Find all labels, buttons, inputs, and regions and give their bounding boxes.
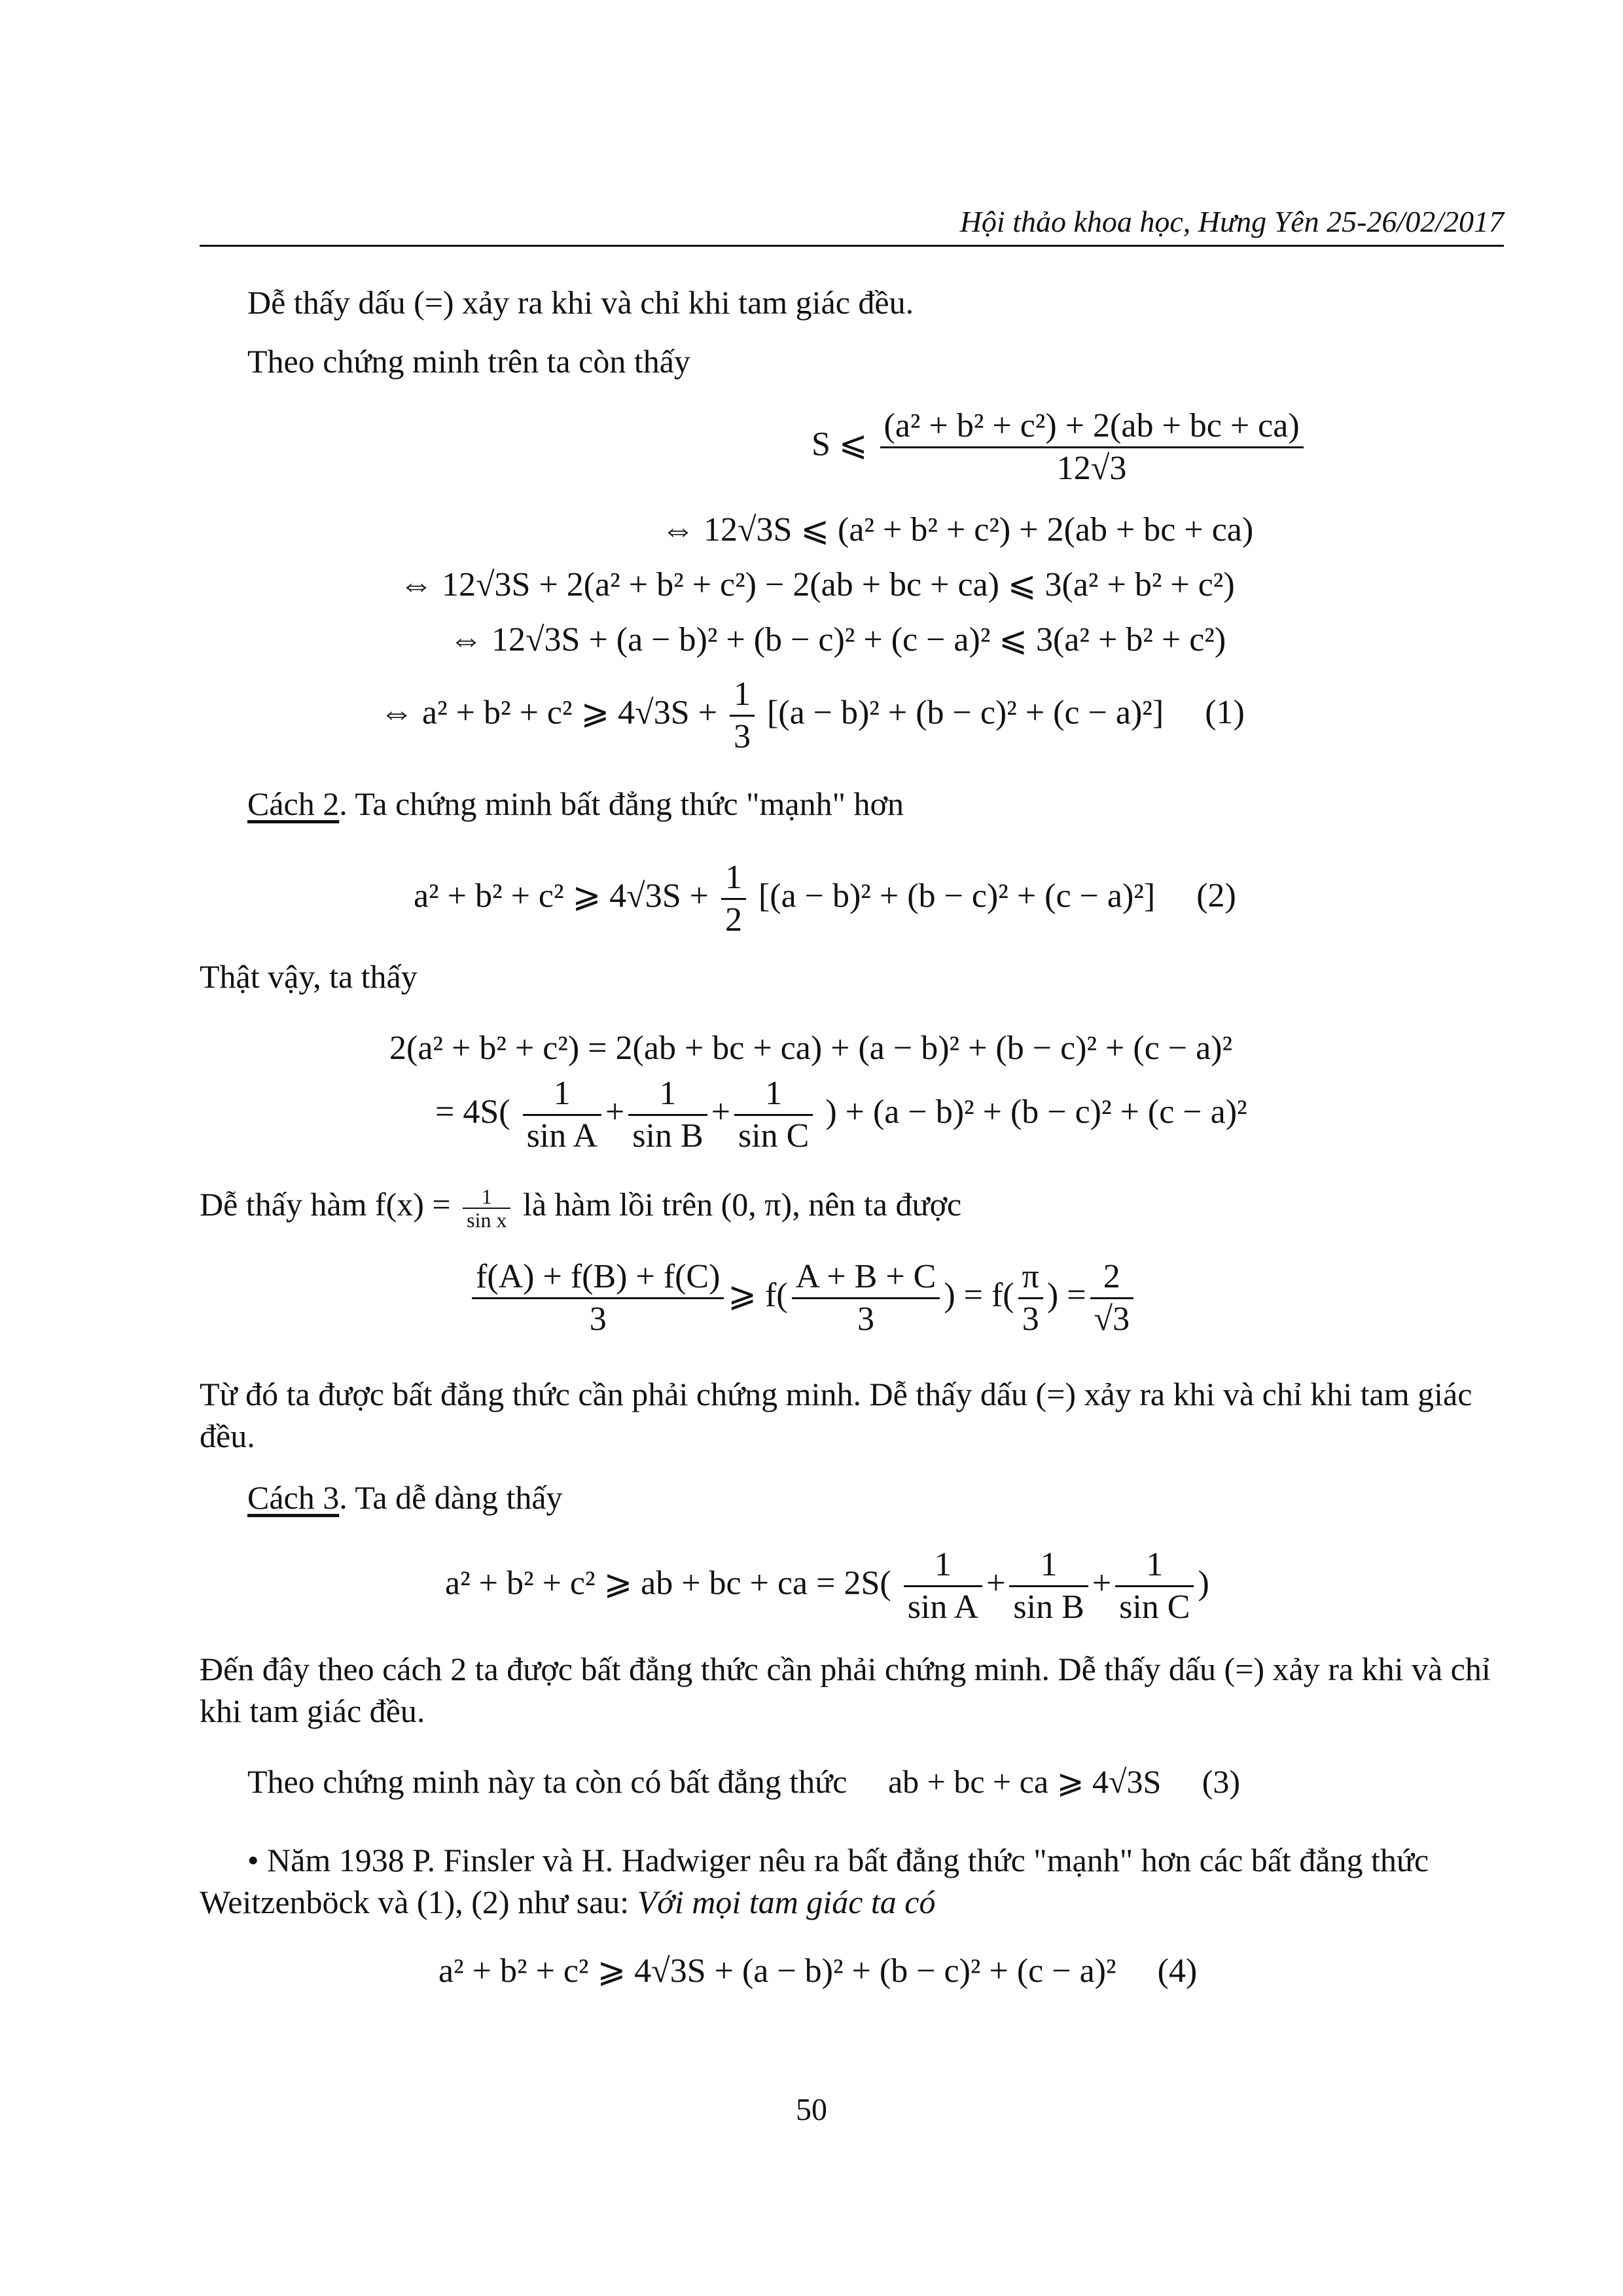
equation-8-rhs: ) + (a − b)² + (b − c)² + (c − a)² — [825, 1093, 1247, 1131]
paragraph-3: Thật vậy, ta thấy — [200, 958, 418, 995]
equation-9 — [468, 1257, 1137, 1340]
equation-10-fraction-a — [904, 1545, 982, 1628]
equation-9-op-c: ) = — [1046, 1276, 1086, 1314]
paragraph-4-denominator: sin x — [467, 1208, 507, 1232]
paragraph-4-pre: Dễ thấy hàm f(x) = — [200, 1186, 451, 1223]
equation-8-fraction-a — [523, 1073, 601, 1157]
cach-2-paragraph — [247, 783, 904, 825]
cach-2-text: . Ta chứng minh bất đẳng thức "mạnh" hơn — [339, 785, 904, 822]
equation-9-fraction-c — [1018, 1257, 1043, 1340]
cach-3-label: Cách 3 — [247, 1479, 340, 1516]
equation-10: a² + b² + c² ⩾ ab + bc + ca = 2S( $\frac{1}{\text{sin A}}$ + $\frac{1}{\text{sin B}}$ + $\frac{1}{\text{sin C}}$ ) — [445, 1545, 1209, 1628]
equation-10-denominator-c: sin C — [1119, 1588, 1190, 1626]
equation-8-denominator-b: sin B — [632, 1117, 704, 1155]
paragraph-4-fraction — [463, 1185, 510, 1231]
paragraph-2: Theo chứng minh trên ta còn thấy — [247, 343, 690, 380]
equation-1-denominator: 12√3 — [1056, 450, 1127, 487]
cach-3-paragraph — [247, 1477, 563, 1518]
paragraph-7 — [247, 1761, 1240, 1803]
equation-10-numerator-a: 1 — [904, 1545, 982, 1587]
equation-8-fraction-c — [734, 1073, 813, 1157]
equation-1 — [812, 406, 1308, 489]
equation-7: 2(a² + b² + c²) = 2(ab + bc + ca) + (a − b)² + (b − c)² + (c − a)² — [389, 1030, 1233, 1067]
equation-6 — [414, 857, 1236, 941]
equation-1-fraction — [880, 406, 1304, 489]
paragraph-7-tag: (3) — [1202, 1763, 1241, 1800]
equation-11-tag: (4) — [1157, 1952, 1198, 1990]
equation-5 — [380, 674, 1245, 757]
equation-4: ⇔ 12√3S + (a − b)² + (b − c)² + (c − a)² ⩽ 3(a² + b² + c²) — [449, 621, 1226, 658]
paragraph-7-text: Theo chứng minh này ta còn có bất đẳng thức — [247, 1763, 847, 1800]
equation-8-fraction-b — [628, 1073, 707, 1157]
equation-9-denominator-c: 3 — [1022, 1300, 1039, 1338]
equation-10-denominator-b: sin B — [1013, 1588, 1084, 1626]
equation-10-lhs: a² + b² + c² ⩾ ab + bc + ca = 2S( — [445, 1564, 891, 1602]
equation-10-numerator-b: 1 — [1009, 1545, 1088, 1587]
equation-8-numerator-b: 1 — [628, 1073, 707, 1116]
equation-5-rhs: [(a − b)² + (b − c)² + (c − a)²] — [766, 694, 1164, 732]
equation-11-formula: a² + b² + c² ⩾ 4√3S + (a − b)² + (b − c)² + (c − a)² — [438, 1952, 1116, 1990]
equation-1-lhs: S ⩽ — [812, 425, 868, 463]
equation-5-tag: (1) — [1205, 694, 1245, 732]
equation-9-fraction-d — [1090, 1257, 1134, 1340]
equation-9-denominator-a: 3 — [589, 1300, 607, 1338]
equation-9-op-a: ⩾ f( — [728, 1276, 788, 1314]
equation-9-fraction-a — [472, 1257, 724, 1340]
bullet-icon: • — [247, 1842, 259, 1878]
equation-10-denominator-a: sin A — [907, 1588, 979, 1626]
equation-8: = 4S( $\frac{1}{\text{sin A}}$ + $\frac{1}{\text{sin B}}$ + $\frac{1}{\text{sin C}}$ ) + (a − b)² + (b − c)² + (c − a)² — [435, 1073, 1247, 1157]
running-header: Hội thảo khoa học, Hưng Yên 25-26/02/2017 — [959, 205, 1504, 238]
equation-6-numerator: 1 — [721, 857, 746, 900]
paragraph-4 — [200, 1183, 961, 1231]
equation-6-fraction — [721, 857, 746, 941]
paragraph-5: Từ đó ta được bất đẳng thức cần phải chứng minh. Dễ thấy dấu (=) xảy ra khi và chỉ khi tam giác đều. — [200, 1376, 1472, 1454]
paragraph-1: Dễ thấy dấu (=) xảy ra khi và chỉ khi tam giác đều. — [247, 284, 914, 321]
equation-8-denominator-c: sin C — [738, 1117, 810, 1155]
paragraph-8-text: Năm 1938 P. Finsler và H. Hadwiger nêu ra bất đẳng thức "mạnh" hơn các bất đẳng thức Weitzenböck và (1), (2) như sau: — [200, 1842, 1429, 1920]
equation-9-op-b: ) = f( — [944, 1276, 1014, 1314]
equation-6-lhs: a² + b² + c² ⩾ 4√3S + — [414, 877, 709, 915]
equation-10-rhs: ) — [1198, 1564, 1209, 1602]
paragraph-8 — [200, 1839, 1504, 1923]
paragraph-7-formula: ab + bc + ca ⩾ 4√3S — [887, 1763, 1162, 1800]
cach-3-text: . Ta dễ dàng thấy — [339, 1479, 563, 1516]
equation-1-numerator: (a² + b² + c²) + 2(ab + bc + ca) — [880, 406, 1304, 448]
equation-2: ⇔ 12√3S ⩽ (a² + b² + c²) + 2(ab + bc + ca) — [661, 511, 1254, 548]
equation-5-numerator: 1 — [730, 674, 755, 717]
equation-9-fraction-b — [792, 1257, 940, 1340]
equation-10-fraction-c — [1115, 1545, 1194, 1628]
equation-10-fraction-b — [1009, 1545, 1088, 1628]
paragraph-6: Đến đây theo cách 2 ta được bất đẳng thức cần phải chứng minh. Dễ thấy dấu (=) xảy ra khi và chỉ khi tam giác đều. — [200, 1651, 1491, 1729]
equation-9-denominator-d: √3 — [1094, 1300, 1130, 1338]
equation-9-denominator-b: 3 — [857, 1300, 874, 1338]
paragraph-8-italic: Với mọi tam giác ta có — [637, 1884, 936, 1920]
equation-8-numerator-c: 1 — [734, 1073, 813, 1116]
equation-9-numerator-d: 2 — [1090, 1257, 1134, 1299]
equation-11 — [438, 1950, 1197, 1992]
equation-8-numerator-a: 1 — [523, 1073, 601, 1116]
paragraph-4-post: là hàm lồi trên (0, π), nên ta được — [522, 1186, 962, 1223]
equation-3: ⇔ 12√3S + 2(a² + b² + c²) − 2(ab + bc + ca) ⩽ 3(a² + b² + c²) — [399, 566, 1235, 603]
equation-9-numerator-a: f(A) + f(B) + f(C) — [472, 1257, 724, 1299]
equation-8-denominator-a: sin A — [526, 1117, 597, 1155]
cach-2-label: Cách 2 — [247, 785, 340, 822]
equation-10-numerator-c: 1 — [1115, 1545, 1194, 1587]
header-rule — [200, 245, 1504, 247]
paragraph-4-numerator: 1 — [463, 1185, 510, 1209]
equation-5-fraction — [730, 674, 755, 757]
equation-5-lhs: ⇔ a² + b² + c² ⩾ 4√3S + — [380, 694, 717, 732]
equation-6-denominator: 2 — [724, 901, 742, 939]
page-number: 50 — [796, 2092, 827, 2127]
equation-9-numerator-c: π — [1018, 1257, 1043, 1299]
equation-5-denominator: 3 — [733, 718, 751, 755]
equation-6-tag: (2) — [1196, 877, 1236, 915]
equation-6-rhs: [(a − b)² + (b − c)² + (c − a)²] — [758, 877, 1156, 915]
equation-9-numerator-b: A + B + C — [792, 1257, 940, 1299]
equation-8-lhs: = 4S( — [435, 1093, 510, 1131]
